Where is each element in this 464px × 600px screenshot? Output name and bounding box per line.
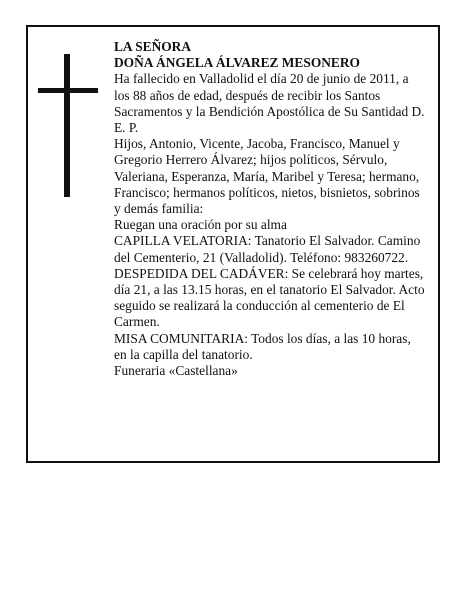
- family-paragraph: Hijos, Antonio, Vicente, Jacoba, Francisco, Manuel y Gregorio Herrero Álvarez; hijos políticos, Sérvulo, Valeriana, Esperanza, María, Maribel y Teresa; hermano, Francisco; hermanos políticos, nietos, bisnietos, sobrinos y demás familia:: [114, 136, 420, 217]
- death-info-paragraph: Ha fallecido en Valladolid el día 20 de junio de 2011, a los 88 años de edad, después de recibir los Santos Sacramentos y la Bendición Apostólica de Su Santidad D. E. P.: [114, 71, 425, 136]
- cross-horizontal-bar: [38, 88, 98, 93]
- cross-icon: [38, 54, 98, 197]
- obituary-text: [114, 39, 426, 379]
- notice-heading-title: LA SEÑORA: [114, 39, 192, 54]
- chapel-paragraph: CAPILLA VELATORIA: Tanatorio El Salvador. Camino del Cementerio, 21 (Valladolid). Teléfono: 983260722.: [114, 233, 421, 265]
- deceased-name: DOÑA ÁNGELA ÁLVAREZ MESONERO: [114, 55, 360, 71]
- funeral-home: Funeraria «Castellana»: [114, 363, 238, 379]
- cross-vertical-bar: [64, 54, 70, 197]
- farewell-paragraph: DESPEDIDA DEL CADÁVER: Se celebrará hoy martes, día 21, a las 13.15 horas, en el tanatorio El Salvador. Acto seguido se realizará la conducción al cementerio de El Carmen.: [114, 265, 425, 330]
- mass-paragraph: MISA COMUNITARIA: Todos los días, a las 10 horas, en la capilla del tanatorio.: [114, 330, 411, 362]
- prayer-request: Ruegan una oración por su alma: [114, 217, 287, 233]
